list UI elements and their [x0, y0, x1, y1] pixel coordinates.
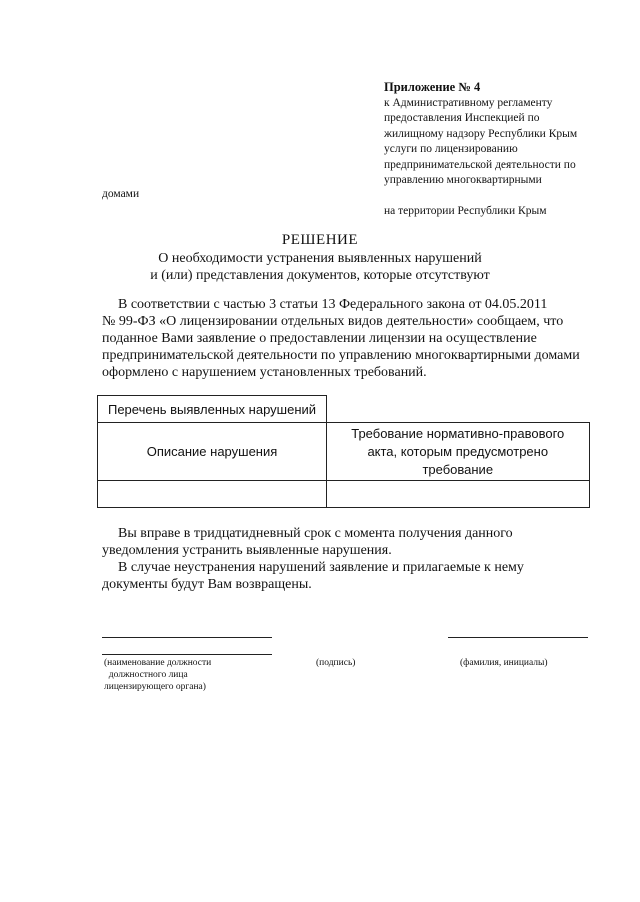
appendix-block [384, 80, 614, 189]
appendix-title: Приложение № 4 [384, 80, 481, 94]
signature-caption: (подпись) [316, 658, 356, 668]
appendix-line: к Административному регламенту [384, 96, 553, 109]
table-cell-empty [98, 481, 327, 508]
body-line: оформлено с нарушением установленных требований. [102, 365, 427, 380]
rights-line: уведомления устранить выявленные нарушения. [102, 543, 392, 558]
appendix-line: жилищному надзору Республики Крым [384, 127, 578, 140]
rights-line: документы будут Вам возвращены. [102, 577, 312, 592]
position-caption: (наименование должности должностного лица лицензирующего органа) [104, 658, 212, 692]
body-paragraph [102, 296, 590, 381]
rights-paragraphs [102, 525, 590, 593]
body-line: поданное Вами заявление о предоставлении лицензии на осуществление [102, 331, 537, 346]
appendix-line: предпринимательской деятельности по [384, 158, 576, 171]
document-subtitle-line1: О необходимости устранения выявленных нарушений [158, 251, 482, 266]
document-title: РЕШЕНИЕ [281, 232, 359, 248]
body-line: В соответствии с частью 3 статьи 13 Федерального закона от 04.05.2011 [118, 297, 548, 312]
position-line-2 [102, 654, 272, 655]
appendix-line: управлению многоквартирными [384, 174, 542, 186]
violations-table [97, 395, 590, 508]
table-cell-empty [327, 481, 590, 508]
document-subtitle-line2: и (или) представления документов, которые отсутствуют [150, 268, 490, 283]
column-description: Описание нарушения [98, 423, 327, 481]
rights-line: Вы вправе в тридцатидневный срок с момента получения данного [118, 526, 513, 541]
appendix-domami: домами [102, 188, 140, 200]
column-requirement: Требование нормативно-правового акта, которым предусмотрено требование [327, 423, 590, 481]
table-header-empty [327, 396, 590, 423]
appendix-line: предоставления Инспекцией по [384, 112, 540, 124]
table-header: Перечень выявленных нарушений [98, 396, 327, 423]
name-line [448, 637, 588, 638]
rights-line: В случае неустранения нарушений заявление и прилагаемые к нему [118, 560, 524, 575]
body-line: предпринимательской деятельности по управлению многоквартирными домами [102, 348, 580, 363]
position-line [102, 637, 272, 638]
body-line: № 99-ФЗ «О лицензировании отдельных видов деятельности» сообщаем, что [102, 314, 564, 329]
appendix-line: услуги по лицензированию [384, 143, 518, 155]
appendix-territory: на территории Республики Крым [384, 205, 547, 217]
name-caption: (фамилия, инициалы) [460, 658, 548, 668]
